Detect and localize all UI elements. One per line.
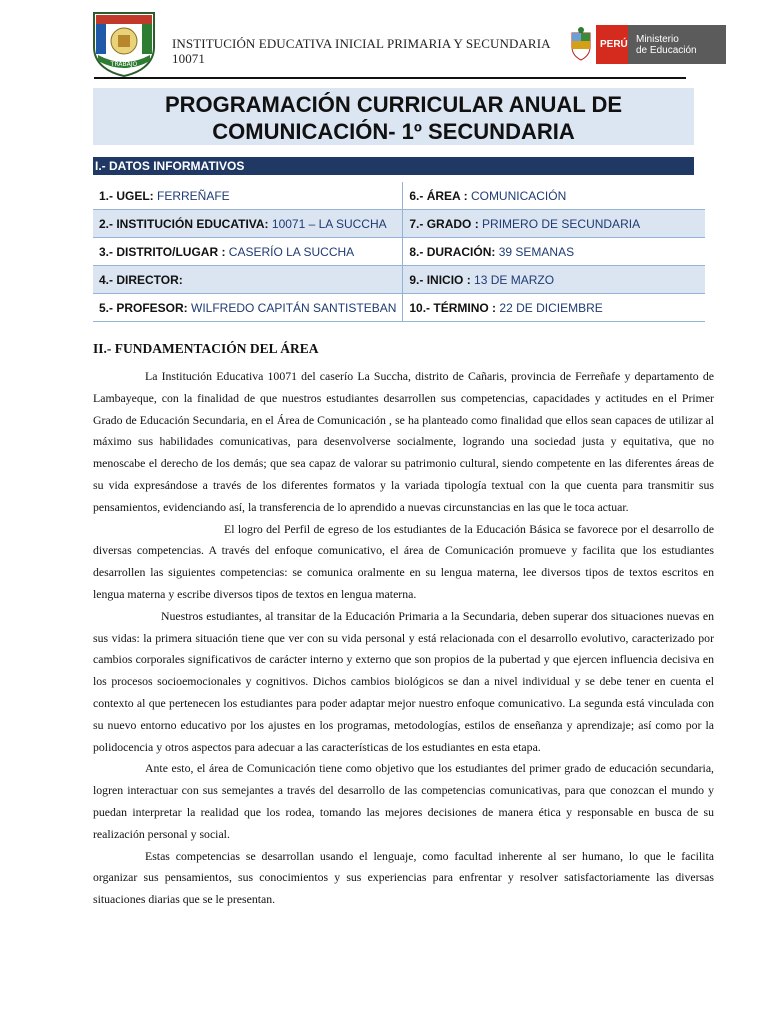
info-label: 1.- UGEL:	[99, 188, 158, 203]
info-cell	[403, 266, 705, 294]
info-value: 39 SEMANAS	[498, 244, 575, 259]
info-label: 6.- ÁREA :	[409, 188, 471, 203]
ministry-name	[628, 25, 726, 64]
info-label: 4.- DIRECTOR:	[99, 272, 183, 287]
info-cell	[93, 266, 403, 294]
ministry-name-line1: Ministerio	[636, 34, 679, 45]
info-cell	[93, 182, 403, 210]
info-cell	[403, 238, 705, 266]
info-label: 2.- INSTITUCIÓN EDUCATIVA:	[99, 216, 272, 231]
section-fundamentacion-heading: II.- FUNDAMENTACIÓN DEL ÁREA	[93, 341, 319, 356]
info-value: 22 DE DICIEMBRE	[499, 300, 603, 315]
paragraph: Ante esto, el área de Comunicación tiene como objetivo que los estudiantes del primer grado de educación secundaria, logren interactuar con sus semejantes a través del desarrollo de las competencias comunicativas, para que conozcan el mundo y puedan interpretar la realidad que los rodea, tomando las mejores decisiones de manera ética y responsable en busca de su realización personal y social.	[93, 761, 714, 841]
paragraph: La Institución Educativa 10071 del caserío La Succha, distrito de Cañaris, provincia de Ferreñafe y departamento de Lambayeque, con la finalidad de que nuestros estudiantes desarrollen sus competencias, capacidades y actitudes en el Primer Grado de Educación Secundaria, en el Área de Comunicación , se ha planteado como finalidad que ellos sean capaces de utilizar al máximo sus habilidades comunicativas, para desenvolverse socialmente, logrando una sociedad justa y equitativa, que no menoscabe el derecho de los demás; que sea capaz de valorar su patrimonio cultural, siendo competente en las diferentes áreas de su vida expresándose a través de los diferentes formatos y la variada tipología textual con la que cuenta para transmitir sus pensamientos, evidenciando así, la transferencia de lo aprendido a nuevas circunstancias en las que le toca actuar.	[93, 369, 714, 514]
ministry-name-line2: de Educación	[636, 45, 697, 56]
info-value: COMUNICACIÓN	[470, 188, 567, 203]
info-cell	[93, 210, 403, 238]
info-cell	[93, 238, 403, 266]
info-value: FERREÑAFE	[157, 188, 230, 203]
ministry-country: PERÚ	[596, 25, 628, 64]
info-label: 7.- GRADO :	[409, 216, 483, 231]
info-row	[93, 210, 705, 238]
info-row	[93, 294, 705, 322]
paragraph: Estas competencias se desarrollan usando el lenguaje, como facultad inherente al ser humano, lo que le facilita organizar sus pensamientos, sus conocimientos y sus experiencias para enfrentar y resolver satisfactoriamente las diversas situaciones diarias que se le presentan.	[93, 848, 714, 907]
info-label: 3.- DISTRITO/LUGAR :	[99, 244, 229, 259]
title-line-2: COMUNICACIÓN- 1º SECUNDARIA	[212, 119, 575, 144]
school-crest-logo	[92, 11, 156, 77]
info-value: 13 DE MARZO	[474, 272, 555, 287]
info-value: 10071 – LA SUCCHA	[271, 216, 387, 231]
paragraph: Nuestros estudiantes, al transitar de la Educación Primaria a la Secundaria, deben superar dos situaciones nuevas en sus vidas: la primera situación tiene que ver con su vida personal y está relacionada con el desarrollo evolutivo, caracterizado por cambios corporales significativos de carácter interno y externo que son propios de la pubertad y que ejercen influencia decisiva en los procesos socioemocionales y cognitivos. Dichos cambios biológicos se dan a nivel individual y se debe tener en cuenta el contexto al que pertenecen los estudiantes para poder adaptar mejor nuestro enfoque comunicativo. La segunda está vinculada con su nuevo entorno educativo por los ajustes en los programas, metodologías, estilos de enseñanza y aprendizaje; así como por la polidocencia y otros aspectos para adecuar a las características de los estudiantes en esta etapa.	[93, 608, 714, 754]
info-value: PRIMERO DE SECUNDARIA	[482, 216, 641, 231]
section-datos-informativos: I.- DATOS INFORMATIVOS	[93, 157, 694, 175]
info-row	[93, 238, 705, 266]
ministry-logo	[566, 25, 726, 64]
institution-number: 10071	[172, 51, 205, 66]
info-table	[93, 182, 705, 322]
info-value: WILFREDO CAPITÁN SANTISTEBAN	[191, 300, 397, 315]
info-cell	[403, 210, 705, 238]
institution-name	[172, 36, 564, 66]
header-divider	[94, 77, 686, 79]
title-line-1: PROGRAMACIÓN CURRICULAR ANUAL DE	[164, 92, 623, 117]
info-value: CASERÍO LA SUCCHA	[228, 244, 355, 259]
page-header	[0, 0, 768, 86]
fundamentacion-body	[93, 366, 714, 911]
info-cell	[403, 294, 705, 322]
institution-line: INSTITUCIÓN EDUCATIVA INICIAL PRIMARIA Y SECUNDARIA	[172, 36, 551, 51]
info-label: 10.- TÉRMINO :	[409, 300, 500, 315]
info-row	[93, 182, 705, 210]
info-row	[93, 266, 705, 294]
info-label: 5.- PROFESOR:	[99, 300, 192, 315]
document-title	[93, 88, 694, 145]
info-cell	[93, 294, 403, 322]
info-cell	[403, 182, 705, 210]
info-label: 8.- DURACIÓN:	[409, 244, 499, 259]
info-label: 9.- INICIO :	[409, 272, 475, 287]
svg-text:TRABAJO: TRABAJO	[110, 61, 138, 68]
paragraph: El logro del Perfil de egreso de los estudiantes de la Educación Básica se favorece por el desarrollo de diversas competencias. A través del enfoque comunicativo, el área de Comunicación promueve y facilita que los estudiantes desarrollen las siguientes competencias: se comunica oralmente en su lengua materna, lee diversos tipos de textos escritos en lengua materna y escribe diversos tipos de textos en lengua materna.	[93, 521, 714, 601]
peru-shield-icon	[566, 25, 596, 64]
